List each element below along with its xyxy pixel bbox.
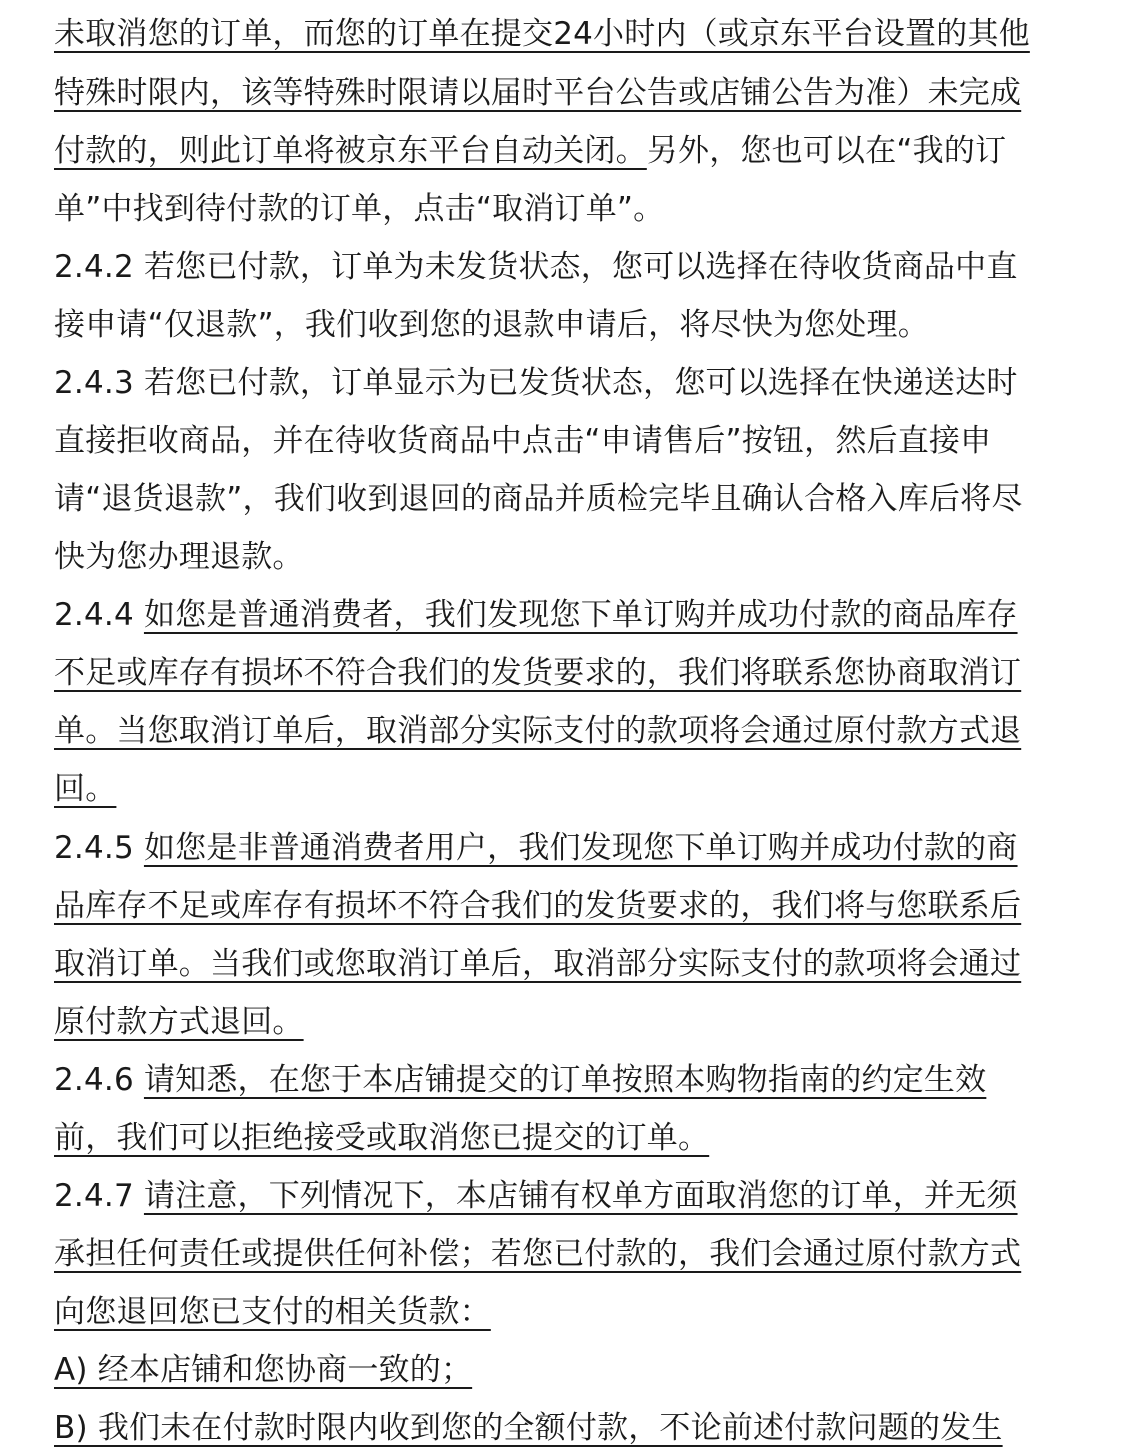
plain-text: 2.4.2 若您已付款，订单为未发货状态，您可以选择在待收货商品中直 bbox=[54, 249, 1018, 285]
plain-text: 请“退货退款”，我们收到退回的商品并质检完毕且确认合格入库后将尽 bbox=[54, 481, 1023, 517]
text-line bbox=[54, 305, 929, 345]
underlined-text: 未取消您的订单，而您的订单在提交24小时内（或京东平台设置的其他 bbox=[54, 16, 1030, 52]
underlined-text: 如您是非普通消费者用户，我们发现您下单订购并成功付款的商 bbox=[143, 830, 1018, 866]
plain-text: 2.4.7 bbox=[54, 1178, 144, 1214]
underlined-text: 品库存不足或库存有损坏不符合我们的发货要求的，我们将与您联系后 bbox=[54, 888, 1022, 924]
underlined-text: 取消订单。当我们或您取消订单后，取消部分实际支付的款项将会通过 bbox=[54, 946, 1022, 982]
plain-text: 2.4.6 bbox=[54, 1062, 144, 1098]
underlined-text: 付款的，则此订单将被京东平台自动关闭。 bbox=[54, 133, 647, 169]
plain-text: 2.4.5 bbox=[54, 830, 144, 866]
text-line bbox=[54, 479, 1023, 519]
plain-text: 快为您办理退款。 bbox=[54, 539, 304, 575]
text-line bbox=[54, 537, 304, 577]
plain-text: 接申请“仅退款”，我们收到您的退款申请后，将尽快为您处理。 bbox=[54, 307, 929, 343]
text-line bbox=[54, 247, 1018, 287]
text-line bbox=[54, 1292, 491, 1332]
underlined-text: 原付款方式退回。 bbox=[54, 1004, 304, 1040]
underlined-text: 向您退回您已支付的相关货款： bbox=[54, 1294, 491, 1330]
text-line bbox=[54, 1408, 1003, 1448]
text-line bbox=[54, 1234, 1021, 1274]
text-line bbox=[54, 653, 1021, 693]
underlined-text: 回。 bbox=[54, 771, 117, 807]
text-line bbox=[54, 1002, 304, 1042]
text-line bbox=[54, 1118, 709, 1158]
plain-text: 直接拒收商品，并在待收货商品中点击“申请售后”按钮，然后直接申 bbox=[54, 423, 992, 459]
text-line bbox=[54, 769, 116, 809]
underlined-text: 如您是普通消费者，我们发现您下单订购并成功付款的商品库存 bbox=[143, 597, 1018, 633]
text-line bbox=[54, 1060, 986, 1100]
text-line bbox=[54, 944, 1021, 984]
text-line bbox=[54, 421, 991, 461]
underlined-text: 特殊时限内，该等特殊时限请以届时平台公告或店铺公告为准）未完成 bbox=[54, 75, 1022, 111]
text-line bbox=[54, 828, 1018, 868]
underlined-text: 请知悉，在您于本店铺提交的订单按照本购物指南的约定生效 bbox=[143, 1062, 987, 1098]
text-line bbox=[54, 73, 1021, 113]
text-line bbox=[54, 711, 1021, 751]
text-line bbox=[54, 363, 1018, 403]
underlined-text: 请注意，下列情况下，本店铺有权单方面取消您的订单，并无须 bbox=[143, 1178, 1018, 1214]
text-line bbox=[54, 14, 1030, 54]
underlined-text: 前，我们可以拒绝接受或取消您已提交的订单。 bbox=[54, 1120, 710, 1156]
plain-text: 2.4.4 bbox=[54, 597, 144, 633]
plain-text: 单”中找到待付款的订单，点击“取消订单”。 bbox=[54, 191, 665, 227]
underlined-text: B) 我们未在付款时限内收到您的全额付款，不论前述付款问题的发生 bbox=[54, 1410, 1003, 1446]
underlined-text: A) 经本店铺和您协商一致的； bbox=[54, 1352, 473, 1388]
text-line bbox=[54, 595, 1018, 635]
plain-text: 另外，您也可以在“我的订 bbox=[646, 133, 1007, 169]
text-line bbox=[54, 1350, 472, 1390]
text-line bbox=[54, 886, 1021, 926]
plain-text: 2.4.3 若您已付款，订单显示为已发货状态，您可以选择在快递送达时 bbox=[54, 365, 1018, 401]
text-line bbox=[54, 131, 1006, 171]
text-line bbox=[54, 1176, 1018, 1216]
text-line bbox=[54, 189, 664, 229]
underlined-text: 单。当您取消订单后，取消部分实际支付的款项将会通过原付款方式退 bbox=[54, 713, 1022, 749]
underlined-text: 承担任何责任或提供任何补偿；若您已付款的，我们会通过原付款方式 bbox=[54, 1236, 1022, 1272]
underlined-text: 不足或库存有损坏不符合我们的发货要求的，我们将联系您协商取消订 bbox=[54, 655, 1022, 691]
